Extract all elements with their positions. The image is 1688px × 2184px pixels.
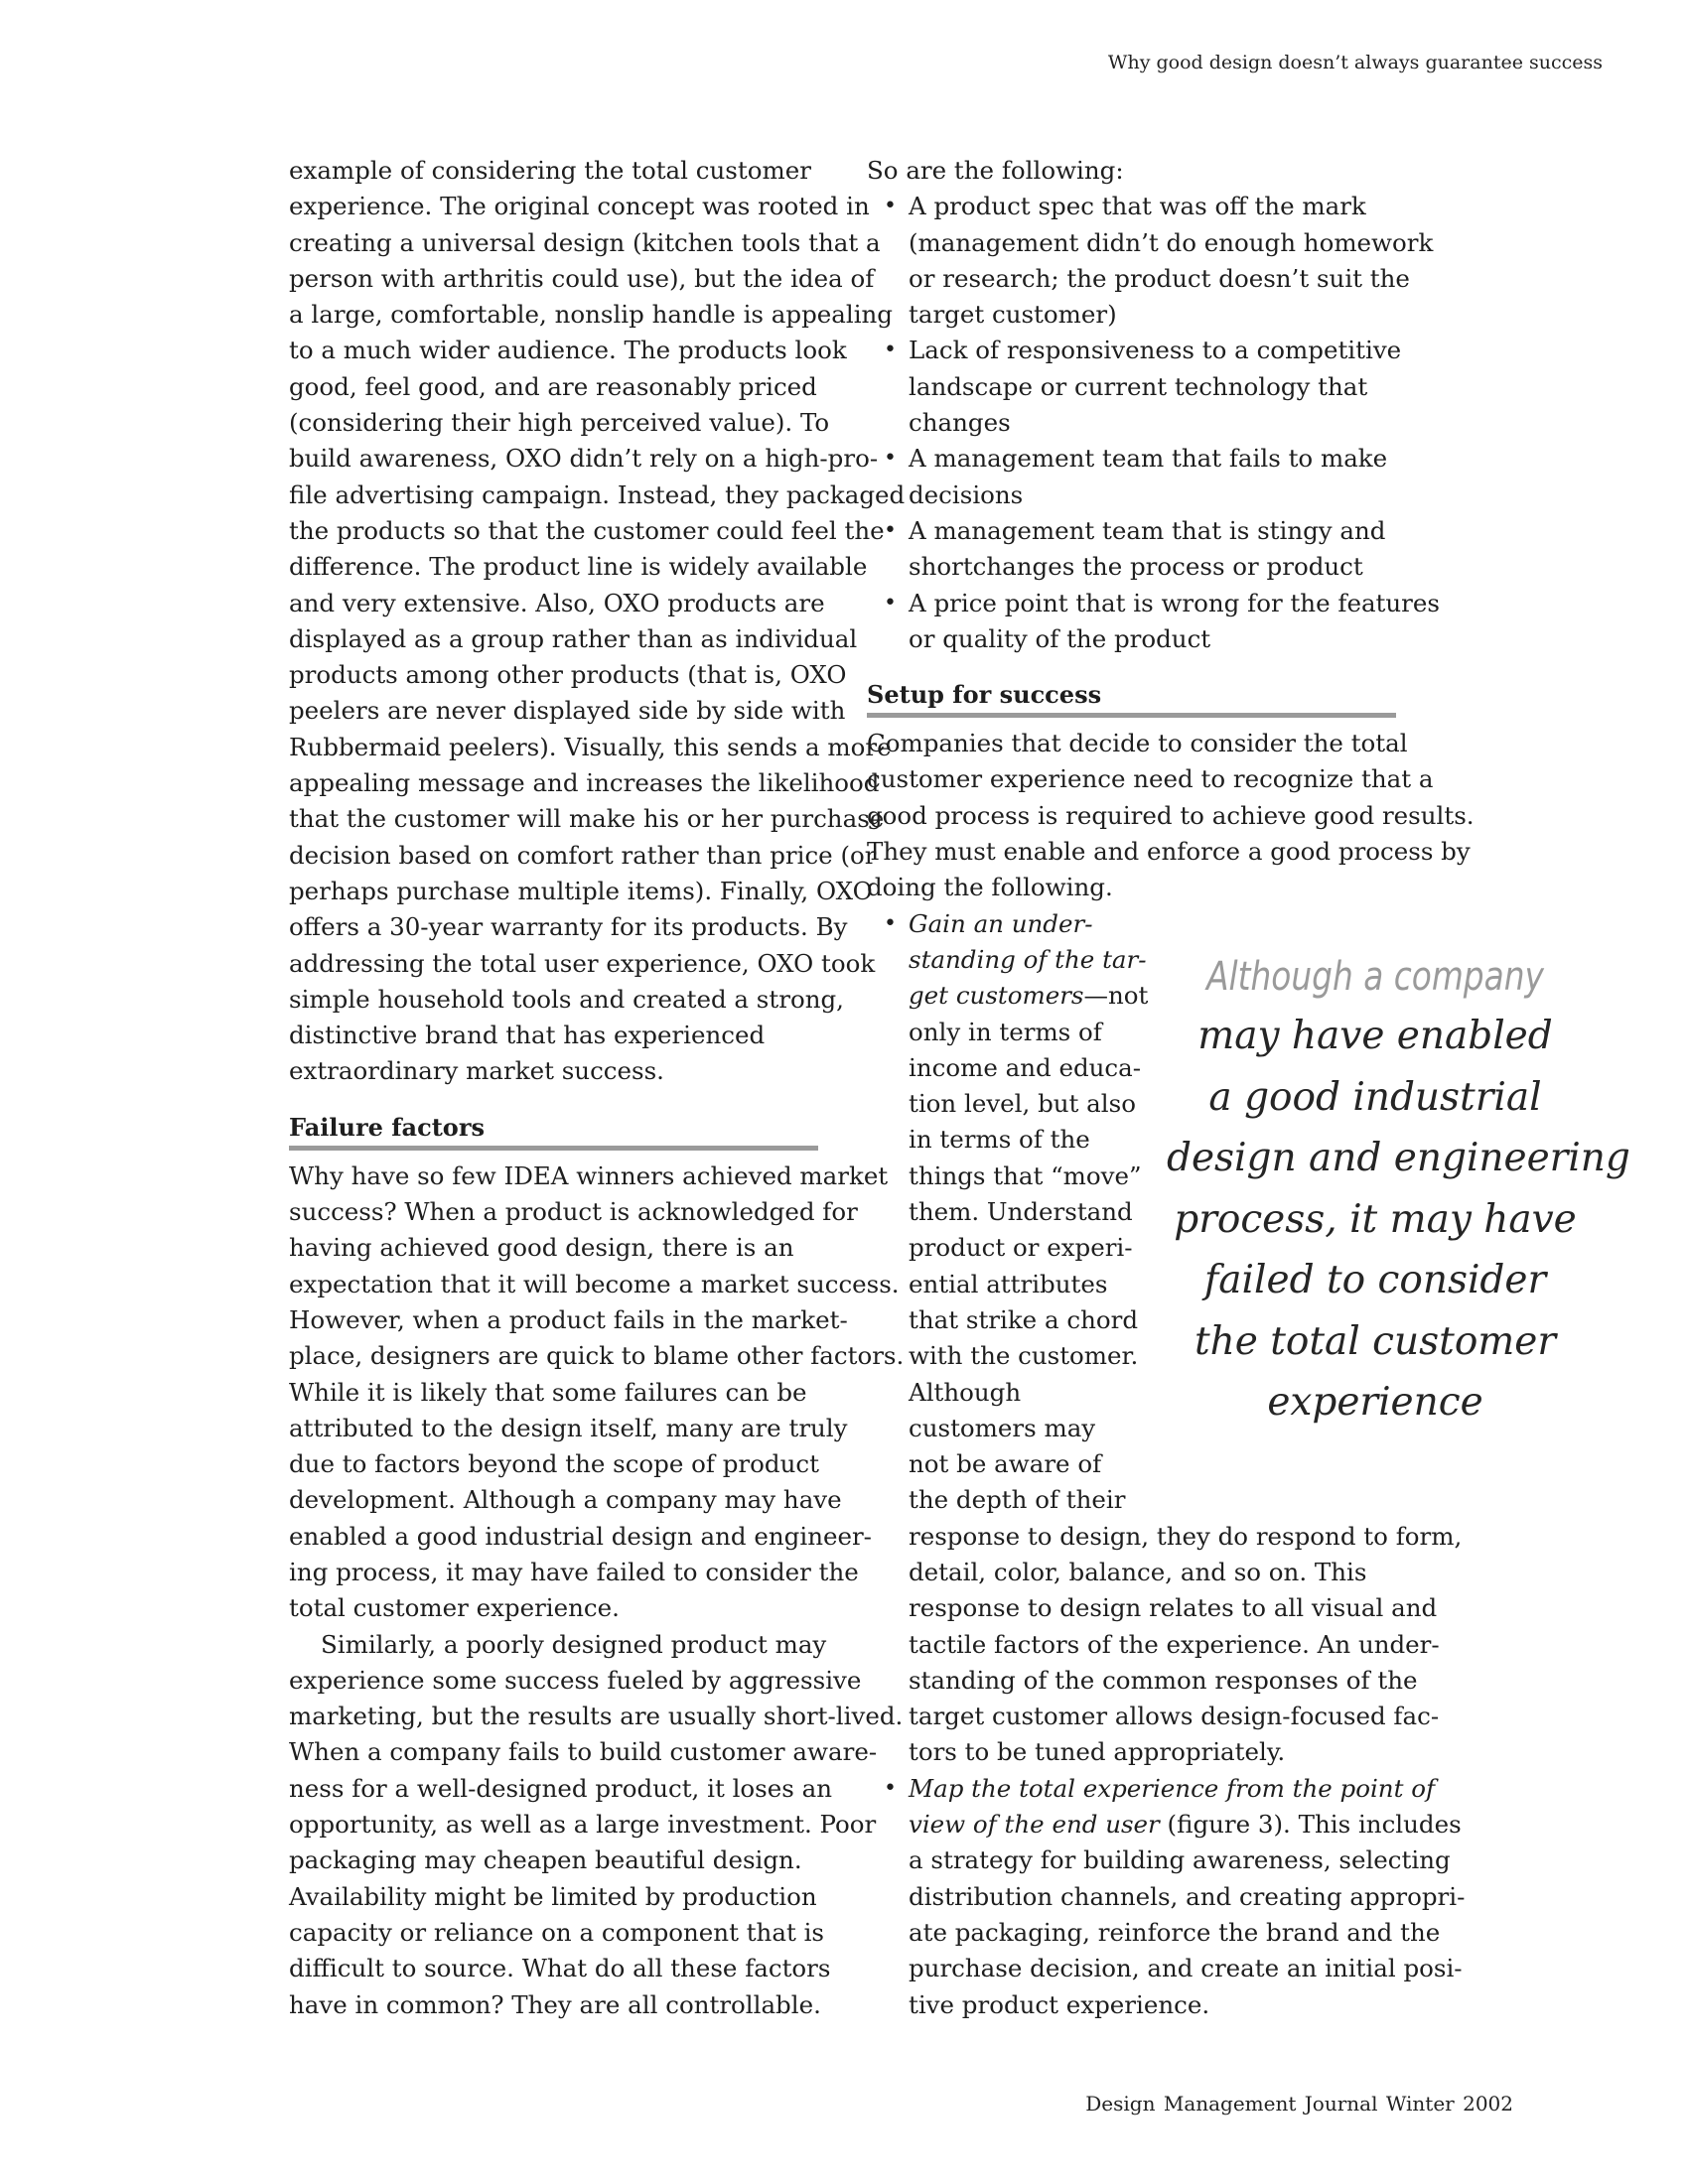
text-line: have in common? They are all controllable. bbox=[289, 1989, 821, 2019]
bullet-icon: • bbox=[884, 1775, 897, 1801]
pull-quote-line: design and engineering bbox=[1167, 1136, 1630, 1180]
text-run: (figure 3). This includes bbox=[1159, 1810, 1462, 1840]
text-line: response to design, they do respond to form, bbox=[909, 1521, 1463, 1551]
text-line: packaging may cheapen beautiful design. bbox=[289, 1845, 802, 1875]
bullet-text-line: Gain an under- bbox=[909, 908, 1093, 938]
heading-rule bbox=[867, 713, 1396, 718]
text-run: —not bbox=[1083, 981, 1149, 1011]
text-line: expectation that it will become a market success. bbox=[289, 1269, 900, 1298]
body-paragraph bbox=[289, 153, 906, 1090]
intro-line: So are the following: bbox=[867, 156, 1124, 185]
text-line: detail, color, balance, and so on. This bbox=[909, 1557, 1367, 1586]
body-paragraph bbox=[867, 726, 1475, 905]
bullet-item bbox=[867, 1771, 1466, 2023]
bullet-text-line: A management team that fails to make bbox=[909, 444, 1388, 474]
text-line: that the customer will make his or her purchase bbox=[289, 804, 885, 834]
heading-rule bbox=[289, 1146, 818, 1151]
text-line: (considering their high perceived value). To bbox=[289, 408, 830, 438]
text-line: things that “move” bbox=[909, 1160, 1142, 1190]
text-line: tors to be tuned appropriately. bbox=[909, 1737, 1286, 1767]
bullet-icon: • bbox=[884, 446, 897, 472]
text-line: extraordinary market success. bbox=[289, 1056, 664, 1086]
body-paragraph bbox=[289, 1159, 905, 1627]
bullet-list bbox=[867, 189, 1440, 657]
bullet-text-line: target customer) bbox=[909, 300, 1117, 330]
text-line: build awareness, OXO didn’t rely on a high-pro- bbox=[289, 444, 879, 474]
text-line: with the customer. bbox=[909, 1341, 1139, 1371]
text-line: Although bbox=[909, 1377, 1022, 1407]
bullet-text-line: landscape or current technology that bbox=[909, 371, 1368, 401]
text-line: difficult to source. What do all these factors bbox=[289, 1954, 831, 1983]
emphasis-text: get customers bbox=[909, 981, 1084, 1011]
text-line: addressing the total user experience, OXO took bbox=[289, 948, 876, 978]
text-line: having achieved good design, there is an bbox=[289, 1233, 794, 1263]
pull-quote-line: may have enabled bbox=[1197, 1014, 1553, 1058]
text-line: They must enable and enforce a good process by bbox=[867, 837, 1471, 867]
pull-quote-line: experience bbox=[1267, 1380, 1483, 1425]
text-line: ential attributes bbox=[909, 1269, 1108, 1298]
text-line: and very extensive. Also, OXO products are bbox=[289, 588, 825, 617]
text-line: ing process, it may have failed to consider the bbox=[289, 1557, 859, 1586]
bullet-icon: • bbox=[884, 338, 897, 363]
bullet-text-line: A product spec that was off the mark bbox=[909, 192, 1366, 221]
pull-quote-line: a good industrial bbox=[1208, 1074, 1542, 1120]
text-line: product or experi- bbox=[909, 1233, 1133, 1263]
text-line: the depth of their bbox=[909, 1485, 1126, 1515]
text-line: offers a 30-year warranty for its products. By bbox=[289, 912, 848, 942]
text-line: opportunity, as well as a large investment. Poor bbox=[289, 1810, 877, 1840]
text-line: file advertising campaign. Instead, they packaged bbox=[289, 479, 906, 509]
text-line: not be aware of bbox=[909, 1449, 1102, 1479]
text-line: Why have so few IDEA winners achieved market bbox=[289, 1160, 889, 1190]
text-line: purchase decision, and create an initial posi- bbox=[909, 1954, 1463, 1983]
bullet-text-line: A management team that is stingy and bbox=[909, 515, 1386, 545]
text-line: distribution channels, and creating appropri- bbox=[909, 1881, 1466, 1911]
bullet-icon: • bbox=[884, 910, 897, 936]
text-line: standing of the common responses of the bbox=[909, 1665, 1418, 1695]
bullet-text-line: changes bbox=[909, 408, 1011, 438]
text-line: target customer allows design-focused fac- bbox=[909, 1702, 1440, 1731]
bullet-text-line: shortchanges the process or product bbox=[909, 552, 1363, 582]
text-line: perhaps purchase multiple items). Finally, OXO bbox=[289, 876, 873, 905]
bullet-text-line bbox=[909, 1807, 1462, 1843]
text-line: that strike a chord bbox=[909, 1304, 1139, 1334]
bullet-text-line: standing of the tar- bbox=[909, 944, 1147, 974]
bullet-item bbox=[867, 513, 1413, 586]
bullet-text-line: (management didn’t do enough homework bbox=[909, 227, 1434, 257]
text-line: tion level, but also bbox=[909, 1089, 1136, 1119]
bullet-text-line: or research; the product doesn’t suit the bbox=[909, 263, 1410, 293]
text-line: to a much wider audience. The products look bbox=[289, 336, 847, 365]
text-line: decision based on comfort rather than price (or bbox=[289, 840, 877, 870]
text-line: creating a universal design (kitchen tools that a bbox=[289, 227, 881, 257]
text-line: experience some success fueled by aggressive bbox=[289, 1665, 862, 1695]
text-line: success? When a product is acknowledged for bbox=[289, 1197, 858, 1227]
text-line: Similarly, a poorly designed product may bbox=[321, 1629, 827, 1659]
text-line: simple household tools and created a strong, bbox=[289, 984, 844, 1014]
text-line: difference. The product line is widely available bbox=[289, 552, 868, 582]
bullet-text-line: or quality of the product bbox=[909, 623, 1211, 653]
page-footer: Design Management Journal Winter 2002 bbox=[1085, 2092, 1513, 2116]
section-heading-failure-factors: Failure factors bbox=[289, 1112, 485, 1142]
bullet-item bbox=[867, 441, 1413, 513]
text-line: Availability might be limited by production bbox=[289, 1881, 817, 1911]
text-line: products among other products (that is, OXO bbox=[289, 660, 847, 690]
text-line: enabled a good industrial design and engineer- bbox=[289, 1521, 872, 1551]
text-line: a large, comfortable, nonslip handle is appealing bbox=[289, 300, 893, 330]
text-line: person with arthritis could use), but the idea of bbox=[289, 263, 875, 293]
text-line: tactile factors of the experience. An under- bbox=[909, 1629, 1440, 1659]
text-line: ate packaging, reinforce the brand and the bbox=[909, 1917, 1441, 1947]
pull-quote bbox=[1167, 948, 1630, 1433]
text-line: Companies that decide to consider the total bbox=[867, 729, 1408, 758]
text-line: appealing message and increases the likelihood bbox=[289, 768, 880, 798]
pull-quote-lead: Although a company bbox=[1206, 954, 1544, 1000]
text-line: ness for a well-designed product, it loses an bbox=[289, 1773, 832, 1803]
bullet-icon: • bbox=[884, 590, 897, 615]
bullet-item bbox=[867, 333, 1413, 441]
bullet-text-line: Map the total experience from the point of bbox=[909, 1773, 1436, 1803]
bullet-item bbox=[867, 586, 1440, 658]
body-paragraph bbox=[289, 1627, 904, 2023]
bullet-text-line: A price point that is wrong for the features bbox=[909, 588, 1440, 617]
text-line: displayed as a group rather than as individual bbox=[289, 623, 858, 653]
text-line: tive product experience. bbox=[909, 1989, 1210, 2019]
text-line: example of considering the total customer bbox=[289, 156, 811, 185]
text-line: However, when a product fails in the market- bbox=[289, 1304, 848, 1334]
text-line: only in terms of bbox=[909, 1017, 1102, 1046]
bullet-icon: • bbox=[884, 517, 897, 543]
text-line: marketing, but the results are usually short-lived. bbox=[289, 1702, 904, 1731]
text-line: the products so that the customer could feel the bbox=[289, 515, 885, 545]
text-line: peelers are never displayed side by side with bbox=[289, 696, 846, 726]
text-line: due to factors beyond the scope of product bbox=[289, 1449, 819, 1479]
pull-quote-line: failed to consider bbox=[1203, 1258, 1547, 1302]
emphasis-text: view of the end user bbox=[909, 1810, 1160, 1840]
text-line: customers may bbox=[909, 1413, 1096, 1442]
text-line: doing the following. bbox=[867, 873, 1113, 902]
text-line: distinctive brand that has experienced bbox=[289, 1021, 766, 1050]
text-line: attributed to the design itself, many are truly bbox=[289, 1413, 848, 1442]
left-column bbox=[289, 153, 906, 2023]
text-line: good process is required to achieve good results. bbox=[867, 800, 1475, 830]
bullet-text-line: decisions bbox=[909, 479, 1024, 509]
text-line: in terms of the bbox=[909, 1125, 1090, 1155]
text-line: total customer experience. bbox=[289, 1593, 620, 1623]
text-line: experience. The original concept was rooted in bbox=[289, 192, 870, 221]
pull-quote-line: the total customer bbox=[1194, 1318, 1557, 1364]
bullet-item bbox=[867, 189, 1434, 333]
text-line: a strategy for building awareness, selecting bbox=[909, 1845, 1451, 1875]
text-line: response to design relates to all visual and bbox=[909, 1593, 1438, 1623]
text-line: development. Although a company may have bbox=[289, 1485, 842, 1515]
text-line: Rubbermaid peelers). Visually, this sends a more bbox=[289, 732, 892, 761]
text-line: place, designers are quick to blame other factors. bbox=[289, 1341, 905, 1371]
text-line: While it is likely that some failures can be bbox=[289, 1377, 807, 1407]
bullet-text-line: Lack of responsiveness to a competitive bbox=[909, 336, 1402, 365]
text-line: good, feel good, and are reasonably priced bbox=[289, 371, 817, 401]
section-heading-setup-for-success: Setup for success bbox=[867, 680, 1102, 710]
pull-quote-line: process, it may have bbox=[1174, 1196, 1577, 1242]
text-line: income and educa- bbox=[909, 1052, 1142, 1082]
text-line: capacity or reliance on a component that is bbox=[289, 1917, 824, 1947]
bullet-icon: • bbox=[884, 194, 897, 219]
text-line: customer experience need to recognize that a bbox=[867, 764, 1434, 794]
running-head: Why good design doesn’t always guarantee success bbox=[1107, 52, 1603, 73]
text-line: them. Understand bbox=[909, 1197, 1133, 1227]
text-line: When a company fails to build customer aware- bbox=[289, 1737, 878, 1767]
